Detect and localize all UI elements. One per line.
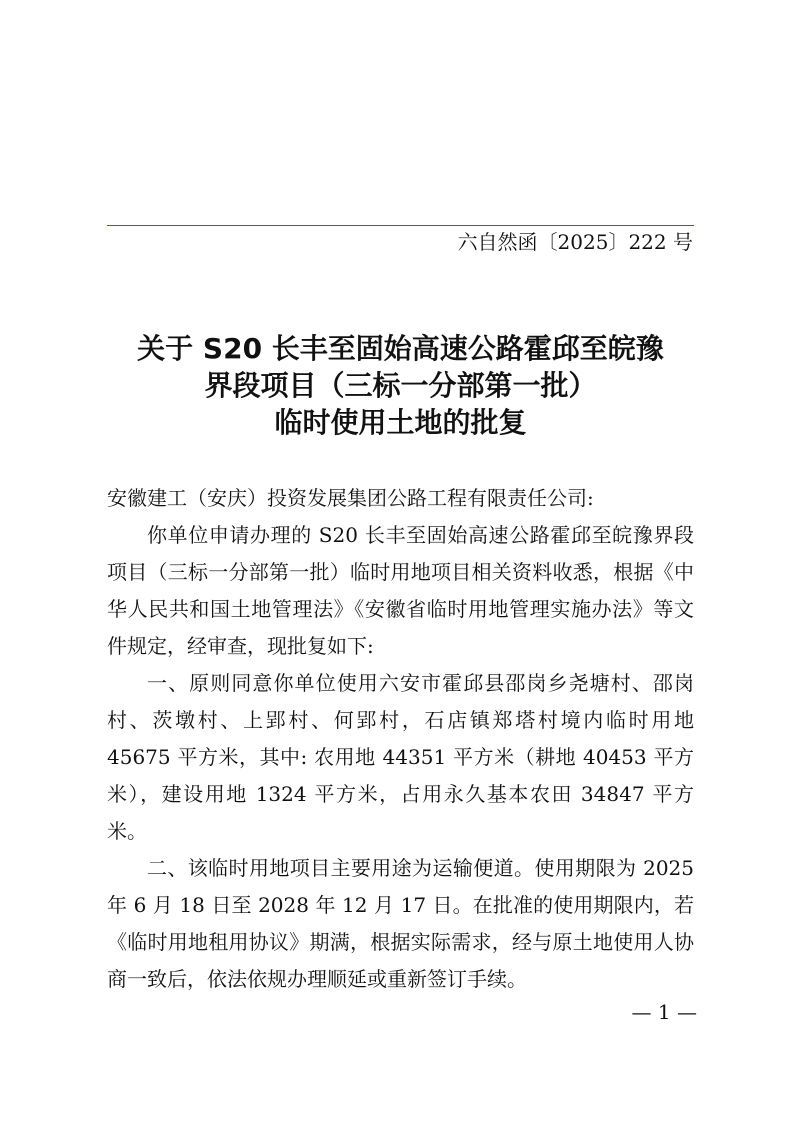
- document-body: [107, 480, 694, 998]
- document-number: 六自然函〔2025〕222 号: [457, 230, 693, 254]
- title-line-1: 关于 S20 长丰至固始高速公路霍邱至皖豫: [137, 332, 664, 365]
- paragraph-item-1: 一、原则同意你单位使用六安市霍邱县邵岗乡尧塘村、邵岗村、茨墩村、上郢村、何郢村，石店镇郑塔村境内临时用地 45675 平方米，其中: 农用地 44351 平方米（耕地 40453 平方米），建设用地 1324 平方米，占用永久基本农田 34847 平方米。: [107, 671, 694, 843]
- addressee: 安徽建工（安庆）投资发展集团公路工程有限责任公司:: [107, 486, 594, 510]
- title-line-2: 界段项目（三标一分部第一批）: [204, 369, 597, 402]
- page-number: — 1 —: [631, 1000, 697, 1024]
- document-title: [107, 330, 694, 441]
- paragraph-intro: 你单位申请办理的 S20 长丰至固始高速公路霍邱至皖豫界段项目（三标一分部第一批）临时用地项目相关资料收悉，根据《中华人民共和国土地管理法》《安徽省临时用地管理实施办法》等文件规定，经审查，现批复如下:: [107, 523, 694, 658]
- paragraph-item-2: 二、该临时用地项目主要用途为运输便道。使用期限为 2025 年 6 月 18 日至 2028 年 12 月 17 日。在批准的使用期限内，若《临时用地租用协议》期满，根据实际需求，经与原土地使用人协商一致后，依法依规办理顺延或重新签订手续。: [107, 856, 694, 991]
- title-line-3: 临时使用土地的批复: [274, 406, 527, 439]
- header-red-rule: [107, 225, 694, 226]
